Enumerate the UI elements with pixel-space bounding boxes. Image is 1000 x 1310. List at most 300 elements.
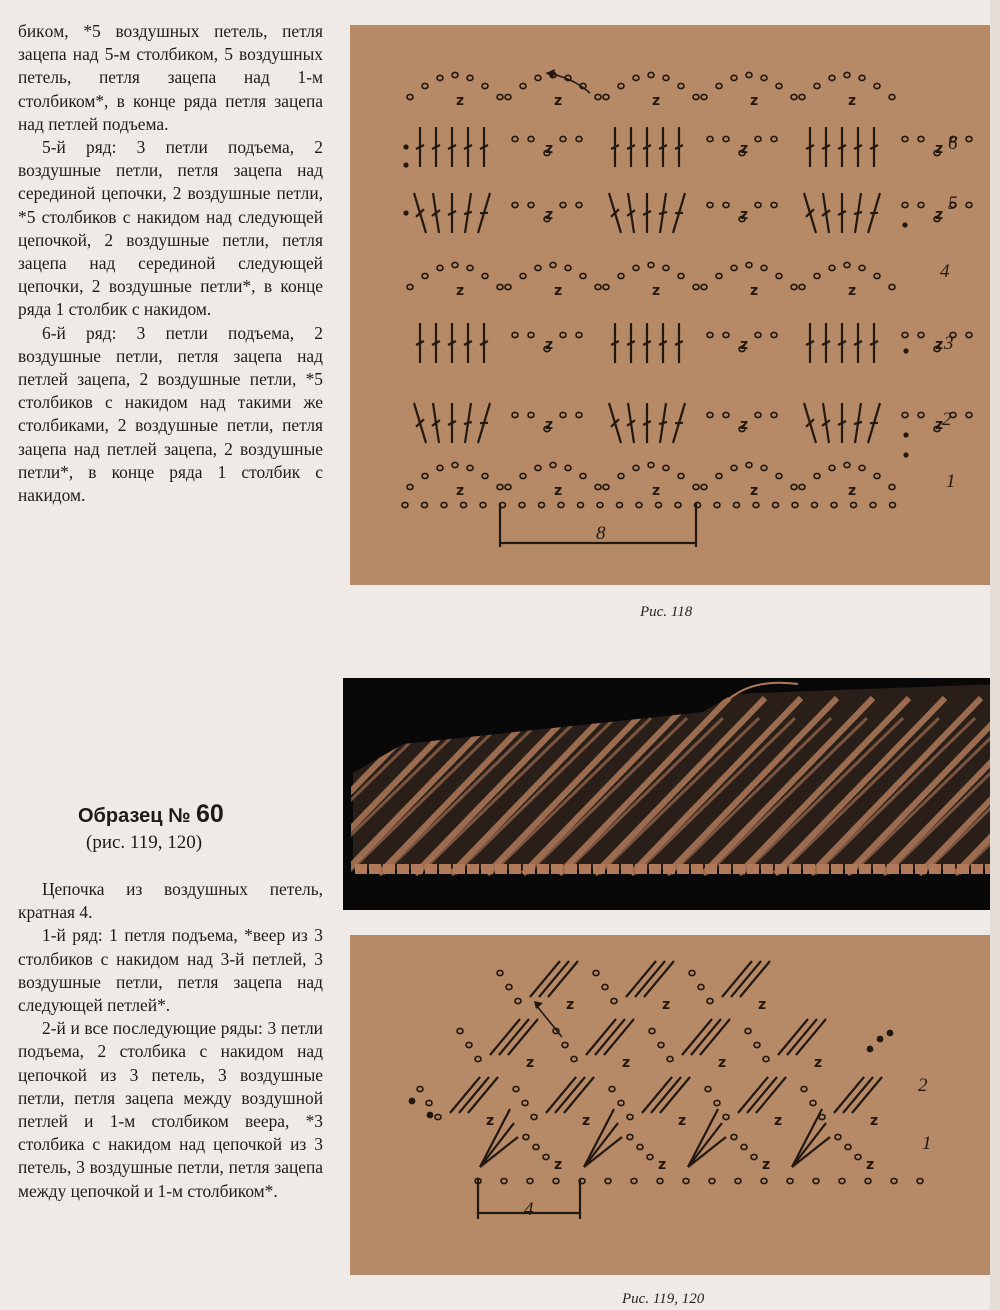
chain-stitch bbox=[437, 265, 443, 270]
slip-stitch: z bbox=[622, 1055, 631, 1071]
chain-stitch bbox=[457, 1028, 463, 1033]
chain-stitch bbox=[633, 465, 639, 470]
chain-stitch bbox=[505, 484, 511, 489]
chain-stitch bbox=[482, 273, 488, 278]
chain-stitch bbox=[707, 202, 713, 207]
double-crochet-bar bbox=[854, 422, 862, 424]
chain-stitch bbox=[701, 484, 707, 489]
slip-stitch: z bbox=[935, 141, 944, 157]
chain-stitch bbox=[918, 332, 924, 337]
chain-stitch bbox=[519, 502, 525, 507]
double-crochet bbox=[586, 1019, 616, 1055]
chain-stitch bbox=[467, 75, 473, 80]
lace-foundation bbox=[397, 864, 409, 874]
chain-stitch bbox=[678, 83, 684, 88]
double-crochet bbox=[700, 1019, 730, 1055]
slip-stitch: z bbox=[750, 283, 759, 299]
slip-stitch: z bbox=[750, 93, 759, 109]
row-label-2: 2 bbox=[942, 409, 952, 430]
slip-stitch: z bbox=[678, 1113, 687, 1129]
chain-stitch bbox=[618, 473, 624, 478]
chain-stitch bbox=[422, 273, 428, 278]
chain-stitch bbox=[746, 72, 752, 77]
slip-stitch: z bbox=[718, 1055, 727, 1071]
chain-stitch bbox=[648, 72, 654, 77]
chain-stitch bbox=[734, 502, 740, 507]
slip-stitch: z bbox=[758, 997, 767, 1013]
chain-stitch bbox=[731, 1134, 737, 1139]
chain-stitch bbox=[562, 1042, 568, 1047]
sample-heading-label: Образец № bbox=[78, 805, 191, 827]
lace-foundation bbox=[719, 864, 731, 874]
double-crochet bbox=[539, 961, 569, 997]
lace-foundation bbox=[957, 864, 969, 874]
double-crochet-bar bbox=[464, 422, 472, 424]
chain-stitch bbox=[855, 1154, 861, 1159]
lace-foundation bbox=[355, 864, 367, 874]
lace-foundation bbox=[621, 864, 633, 874]
chain-stitch bbox=[512, 412, 518, 417]
chain-stitch bbox=[966, 332, 972, 337]
chain-stitch bbox=[761, 265, 767, 270]
chain-stitch bbox=[515, 998, 521, 1003]
chain-stitch bbox=[714, 502, 720, 507]
chain-stitch bbox=[636, 502, 642, 507]
slip-stitch: z bbox=[652, 93, 661, 109]
chain-stitch bbox=[918, 412, 924, 417]
chain-stitch bbox=[407, 284, 413, 289]
chain-stitch bbox=[576, 136, 582, 141]
chain-stitch bbox=[535, 75, 541, 80]
double-crochet bbox=[548, 961, 578, 997]
chain-stitch bbox=[535, 465, 541, 470]
lace-foundation bbox=[775, 864, 787, 874]
double-crochet-bar bbox=[464, 212, 472, 214]
chain-stitch bbox=[675, 502, 681, 507]
chain-stitch bbox=[755, 332, 761, 337]
double-crochet bbox=[787, 1019, 817, 1055]
chain-stitch bbox=[512, 202, 518, 207]
chain-stitch bbox=[829, 465, 835, 470]
chain-stitch bbox=[618, 1100, 624, 1105]
chain-stitch bbox=[663, 265, 669, 270]
double-crochet bbox=[834, 1077, 864, 1113]
chain-stitch bbox=[844, 462, 850, 467]
chain-stitch bbox=[754, 1042, 760, 1047]
chain-stitch bbox=[844, 72, 850, 77]
lace-foundation bbox=[901, 864, 913, 874]
slip-stitch: z bbox=[526, 1055, 535, 1071]
chain-stitch bbox=[593, 970, 599, 975]
chain-stitch bbox=[523, 1134, 529, 1139]
slip-stitch: z bbox=[545, 417, 554, 433]
chain-stitch bbox=[609, 1086, 615, 1091]
chain-stitch bbox=[776, 473, 782, 478]
chain-stitch bbox=[618, 273, 624, 278]
chain-stitch bbox=[658, 1042, 664, 1047]
slip-stitch: z bbox=[545, 337, 554, 353]
lace-foundation bbox=[523, 864, 535, 874]
slip-stitch: z bbox=[486, 1113, 495, 1129]
slip-stitch: z bbox=[554, 93, 563, 109]
chain-stitch bbox=[791, 94, 797, 99]
slip-stitch: z bbox=[935, 207, 944, 223]
fan-stitch bbox=[688, 1109, 718, 1167]
slip-stitch: z bbox=[774, 1113, 783, 1129]
chain-stitch bbox=[831, 502, 837, 507]
chain-stitch bbox=[550, 262, 556, 267]
double-crochet bbox=[660, 1077, 690, 1113]
lace-foundation bbox=[845, 864, 857, 874]
chain-stitch bbox=[751, 1154, 757, 1159]
chart-120-drawing bbox=[350, 935, 1000, 1275]
chain-stitch bbox=[709, 1178, 715, 1183]
chain-stitch bbox=[505, 94, 511, 99]
chain-stitch bbox=[560, 332, 566, 337]
chain-stitch bbox=[452, 462, 458, 467]
chain-stitch bbox=[874, 473, 880, 478]
chain-stitch bbox=[663, 465, 669, 470]
double-crochet bbox=[490, 1019, 520, 1055]
row-label-1: 1 bbox=[922, 1133, 932, 1154]
chain-stitch bbox=[829, 75, 835, 80]
chain-stitch bbox=[829, 265, 835, 270]
double-crochet bbox=[644, 961, 674, 997]
double-crochet bbox=[564, 1077, 594, 1113]
chain-stitch bbox=[576, 332, 582, 337]
chain-stitch bbox=[461, 502, 467, 507]
slip-stitch: z bbox=[762, 1157, 771, 1173]
double-crochet bbox=[635, 961, 665, 997]
double-crochet bbox=[740, 961, 770, 997]
chain-stitch bbox=[707, 412, 713, 417]
double-crochet bbox=[530, 961, 560, 997]
chain-stitch bbox=[874, 273, 880, 278]
chain-stitch bbox=[917, 1178, 923, 1183]
slip-stitch: z bbox=[662, 997, 671, 1013]
chain-stitch bbox=[648, 462, 654, 467]
chain-stitch bbox=[633, 265, 639, 270]
double-crochet bbox=[731, 961, 761, 997]
double-crochet bbox=[459, 1077, 489, 1113]
lace-foundation bbox=[537, 864, 549, 874]
lace-foundation bbox=[607, 864, 619, 874]
chain-stitch bbox=[761, 1178, 767, 1183]
chain-stitch bbox=[741, 1144, 747, 1149]
chain-stitch bbox=[571, 1056, 577, 1061]
slip-stitch: z bbox=[935, 417, 944, 433]
chain-stitch bbox=[656, 502, 662, 507]
double-crochet bbox=[555, 1077, 585, 1113]
turning-chain bbox=[902, 222, 907, 227]
chain-stitch bbox=[603, 94, 609, 99]
double-crochet bbox=[747, 1077, 777, 1113]
lace-foundation bbox=[733, 864, 745, 874]
turning-chain bbox=[403, 144, 408, 149]
chain-stitch bbox=[731, 265, 737, 270]
chain-stitch bbox=[678, 273, 684, 278]
chain-stitch bbox=[859, 265, 865, 270]
chain-stitch bbox=[595, 284, 601, 289]
chain-stitch bbox=[874, 83, 880, 88]
sample-photo bbox=[343, 678, 1000, 910]
chain-stitch bbox=[707, 136, 713, 141]
chain-stitch bbox=[402, 502, 408, 507]
chain-stitch bbox=[550, 462, 556, 467]
chain-stitch bbox=[576, 412, 582, 417]
chain-stitch bbox=[918, 136, 924, 141]
double-crochet bbox=[499, 1019, 529, 1055]
slip-stitch: z bbox=[456, 483, 465, 499]
chain-stitch bbox=[512, 332, 518, 337]
lace-foundation bbox=[649, 864, 661, 874]
chain-stitch bbox=[627, 1114, 633, 1119]
chain-stitch bbox=[528, 202, 534, 207]
lace-foundation bbox=[579, 864, 591, 874]
turning-chain bbox=[903, 432, 908, 437]
chain-stitch bbox=[716, 473, 722, 478]
chain-stitch bbox=[701, 284, 707, 289]
slip-stitch: z bbox=[740, 337, 749, 353]
chain-stitch bbox=[771, 136, 777, 141]
chain-stitch bbox=[528, 136, 534, 141]
chain-stitch bbox=[407, 484, 413, 489]
sample-heading bbox=[78, 800, 224, 829]
chain-stitch bbox=[966, 136, 972, 141]
lace-foundation bbox=[915, 864, 927, 874]
chain-stitch bbox=[467, 265, 473, 270]
turning-chain bbox=[403, 210, 408, 215]
chain-stitch bbox=[791, 484, 797, 489]
chain-stitch bbox=[649, 1028, 655, 1033]
chain-stitch bbox=[520, 83, 526, 88]
page-edge bbox=[990, 0, 1000, 1310]
chain-stitch bbox=[617, 502, 623, 507]
slip-stitch: z bbox=[554, 283, 563, 299]
turning-chain bbox=[403, 162, 408, 167]
instructions-bottom bbox=[18, 878, 323, 1203]
slip-stitch: z bbox=[456, 283, 465, 299]
chain-stitch bbox=[528, 412, 534, 417]
turning-chain bbox=[903, 348, 908, 353]
chain-stitch bbox=[603, 284, 609, 289]
chain-stitch bbox=[714, 1100, 720, 1105]
chain-stitch bbox=[723, 412, 729, 417]
chain-stitch bbox=[475, 1056, 481, 1061]
chain-stitch bbox=[497, 484, 503, 489]
chain-stitch bbox=[543, 1154, 549, 1159]
paragraph-row5: 5-й ряд: 3 петли подъема, 2 воздушные петли, петля зацепа над серединой цепочки, 2 воздушные петли, *5 столбиков с накидом над следующей цепочкой, 2 воздушные петли, петля зацепа над серединой следующей цепочки, 2 воздушные петли*, в конце ряда 1 столбик с накидом. bbox=[18, 137, 323, 320]
chain-stitch bbox=[716, 83, 722, 88]
chain-stitch bbox=[799, 94, 805, 99]
chain-stitch bbox=[902, 332, 908, 337]
chain-stitch bbox=[966, 202, 972, 207]
double-crochet bbox=[691, 1019, 721, 1055]
double-crochet bbox=[722, 961, 752, 997]
chain-stitch bbox=[716, 273, 722, 278]
chain-stitch bbox=[539, 502, 545, 507]
lace-foundation bbox=[663, 864, 675, 874]
slip-stitch: z bbox=[848, 483, 857, 499]
double-crochet bbox=[450, 1077, 480, 1113]
slip-stitch: z bbox=[652, 483, 661, 499]
lace-foundation bbox=[971, 864, 983, 874]
lace-foundation bbox=[509, 864, 521, 874]
slip-stitch: z bbox=[935, 337, 944, 353]
chain-stitch bbox=[902, 136, 908, 141]
double-crochet bbox=[682, 1019, 712, 1055]
slip-stitch: z bbox=[456, 93, 465, 109]
chain-stitch bbox=[437, 465, 443, 470]
double-crochet bbox=[796, 1019, 826, 1055]
lace-photo-drawing bbox=[343, 678, 1000, 910]
lace-foundation bbox=[369, 864, 381, 874]
turning-chain bbox=[903, 452, 908, 457]
slip-stitch: z bbox=[582, 1113, 591, 1129]
chain-stitch bbox=[693, 94, 699, 99]
chain-stitch bbox=[597, 502, 603, 507]
slip-stitch: z bbox=[814, 1055, 823, 1071]
lace-foundation bbox=[789, 864, 801, 874]
chain-stitch bbox=[435, 1114, 441, 1119]
chain-stitch bbox=[631, 1178, 637, 1183]
double-crochet bbox=[778, 1019, 808, 1055]
lace-foundation bbox=[495, 864, 507, 874]
chain-stitch bbox=[731, 75, 737, 80]
chain-stitch bbox=[528, 332, 534, 337]
chain-stitch bbox=[522, 1100, 528, 1105]
repeat-label-118: 8 bbox=[596, 523, 606, 544]
chain-stitch bbox=[683, 1178, 689, 1183]
slip-stitch: z bbox=[554, 483, 563, 499]
chain-stitch bbox=[771, 412, 777, 417]
chain-stitch bbox=[689, 970, 695, 975]
slip-stitch: z bbox=[870, 1113, 879, 1129]
chain-stitch bbox=[723, 332, 729, 337]
chain-stitch bbox=[763, 1056, 769, 1061]
instructions-top bbox=[18, 20, 323, 507]
lace-foundation bbox=[467, 864, 479, 874]
chain-stitch bbox=[891, 1178, 897, 1183]
chain-stitch bbox=[835, 1134, 841, 1139]
chain-stitch bbox=[667, 1056, 673, 1061]
chain-stitch bbox=[755, 202, 761, 207]
chain-stitch bbox=[602, 984, 608, 989]
chain-stitch bbox=[426, 1100, 432, 1105]
chain-stitch bbox=[580, 273, 586, 278]
row-label-5: 5 bbox=[948, 193, 958, 214]
lace-foundation bbox=[383, 864, 395, 874]
chain-stitch bbox=[595, 484, 601, 489]
chain-stitch bbox=[745, 1028, 751, 1033]
chain-stitch bbox=[890, 502, 896, 507]
fan-stitch bbox=[480, 1109, 510, 1167]
chain-stitch bbox=[580, 473, 586, 478]
chain-stitch bbox=[731, 465, 737, 470]
chain-stitch bbox=[705, 1086, 711, 1091]
chain-stitch bbox=[482, 83, 488, 88]
chain-stitch bbox=[633, 75, 639, 80]
chain-stitch bbox=[787, 1178, 793, 1183]
chain-stitch bbox=[776, 83, 782, 88]
lace-foundation bbox=[411, 864, 423, 874]
double-crochet bbox=[468, 1077, 498, 1113]
chain-stitch bbox=[859, 465, 865, 470]
double-crochet bbox=[642, 1077, 672, 1113]
chain-stitch bbox=[889, 484, 895, 489]
slip-stitch: z bbox=[658, 1157, 667, 1173]
chain-stitch bbox=[902, 412, 908, 417]
chain-stitch bbox=[603, 484, 609, 489]
slip-stitch: z bbox=[740, 207, 749, 223]
lace-foundation bbox=[859, 864, 871, 874]
lace-foundation bbox=[943, 864, 955, 874]
chain-stitch bbox=[693, 284, 699, 289]
chain-stitch bbox=[771, 202, 777, 207]
chain-stitch bbox=[441, 502, 447, 507]
chain-stitch bbox=[505, 284, 511, 289]
chain-stitch bbox=[497, 970, 503, 975]
double-crochet bbox=[843, 1077, 873, 1113]
chain-stitch bbox=[678, 473, 684, 478]
double-crochet-bar bbox=[659, 212, 667, 214]
lace-foundation bbox=[551, 864, 563, 874]
row-label-1: 1 bbox=[946, 471, 956, 492]
chain-stitch bbox=[753, 502, 759, 507]
lace-foundation bbox=[425, 864, 437, 874]
caption-118: Рис. 118 bbox=[640, 604, 693, 620]
double-crochet-bar bbox=[854, 212, 862, 214]
double-crochet bbox=[852, 1077, 882, 1113]
chain-stitch bbox=[506, 984, 512, 989]
chain-stitch bbox=[618, 83, 624, 88]
crochet-chart-120 bbox=[350, 935, 1000, 1275]
repeat-label-120: 4 bbox=[524, 1199, 534, 1220]
chain-stitch bbox=[810, 1100, 816, 1105]
chain-stitch bbox=[814, 83, 820, 88]
chain-stitch bbox=[647, 1154, 653, 1159]
caption-120: Рис. 119, 120 bbox=[622, 1291, 705, 1307]
chain-stitch bbox=[918, 202, 924, 207]
chain-stitch bbox=[657, 1178, 663, 1183]
lace-foundation bbox=[453, 864, 465, 874]
chain-stitch bbox=[814, 273, 820, 278]
chain-stitch bbox=[799, 284, 805, 289]
chain-stitch bbox=[776, 273, 782, 278]
chain-stitch bbox=[859, 75, 865, 80]
slip-stitch: z bbox=[848, 93, 857, 109]
double-crochet bbox=[546, 1077, 576, 1113]
chain-stitch bbox=[819, 1114, 825, 1119]
chain-stitch bbox=[501, 1178, 507, 1183]
chain-stitch bbox=[707, 998, 713, 1003]
chain-stitch bbox=[497, 94, 503, 99]
chain-stitch bbox=[527, 1178, 533, 1183]
slip-stitch: z bbox=[750, 483, 759, 499]
slip-stitch: z bbox=[848, 283, 857, 299]
chain-stitch bbox=[576, 202, 582, 207]
paragraph-chain: Цепочка из воздушных петель, кратная 4. bbox=[18, 879, 323, 923]
chain-stitch bbox=[467, 465, 473, 470]
lace-foundation bbox=[565, 864, 577, 874]
direction-arrow bbox=[536, 1005, 562, 1037]
lace-foundation bbox=[691, 864, 703, 874]
chain-stitch bbox=[422, 502, 428, 507]
chain-stitch bbox=[755, 412, 761, 417]
turning-chain bbox=[427, 1112, 434, 1119]
chain-stitch bbox=[870, 502, 876, 507]
chain-stitch bbox=[693, 484, 699, 489]
